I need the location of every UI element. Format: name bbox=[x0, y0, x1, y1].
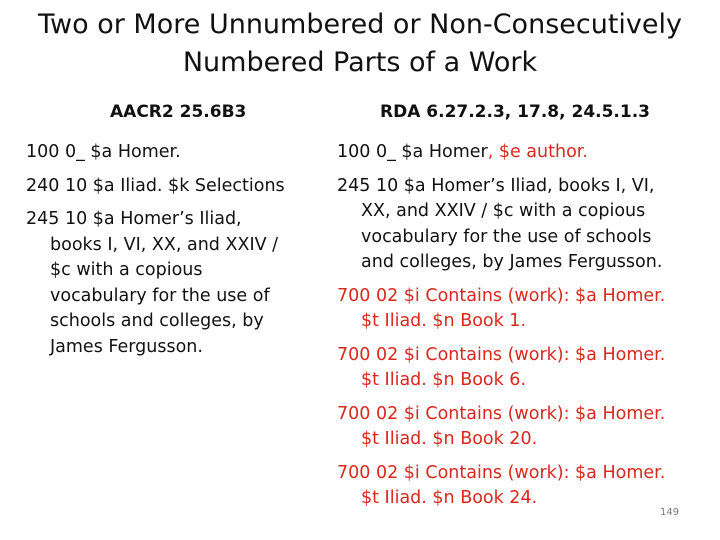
rda-field-700 bbox=[337, 284, 707, 335]
rda-field-700 bbox=[337, 402, 707, 453]
field-line: 240 10 $a Iliad. $k Selections bbox=[26, 175, 285, 196]
rda-heading: RDA 6.27.2.3, 17.8, 24.5.1.3 bbox=[380, 102, 651, 122]
rda-field-245 bbox=[337, 174, 707, 276]
field-line: 245 10 $a Homer’s Iliad, books I, VI, bbox=[337, 175, 655, 196]
field-line: 700 02 $i Contains (work): $a Homer. bbox=[337, 462, 666, 483]
aacr2-field-245 bbox=[26, 207, 326, 360]
field-line: 700 02 $i Contains (work): $a Homer. bbox=[337, 285, 666, 306]
field-line: XX, and XXIV / $c with a copious bbox=[361, 201, 646, 221]
field-line: 245 10 $a Homer’s Iliad, bbox=[26, 209, 242, 229]
field-line: $t Iliad. $n Book 6. bbox=[361, 370, 527, 390]
aacr2-record bbox=[26, 140, 326, 368]
title-line-1: Two or More Unnumbered or Non-Consecutively bbox=[38, 9, 682, 40]
field-line: $t Iliad. $n Book 24. bbox=[361, 488, 538, 508]
field-text: 100 0_ $a Homer bbox=[337, 142, 488, 162]
field-line: $t Iliad. $n Book 20. bbox=[361, 429, 538, 449]
field-line: $t Iliad. $n Book 1. bbox=[361, 311, 527, 331]
field-line: 100 0_ $a Homer. bbox=[26, 142, 181, 162]
relator-term: , $e author. bbox=[487, 142, 588, 162]
aacr2-field-100 bbox=[26, 140, 326, 166]
field-line: $c with a copious bbox=[50, 260, 203, 280]
page-number: 149 bbox=[660, 507, 680, 518]
field-line: 700 02 $i Contains (work): $a Homer. bbox=[337, 344, 666, 365]
aacr2-field-240 bbox=[26, 174, 326, 200]
rda-field-700 bbox=[337, 461, 707, 512]
field-line: vocabulary for the use of schools bbox=[361, 226, 652, 247]
field-line: vocabulary for the use of bbox=[50, 285, 270, 306]
field-line: 700 02 $i Contains (work): $a Homer. bbox=[337, 403, 666, 424]
field-line: and colleges, by James Fergusson. bbox=[361, 252, 663, 272]
rda-field-100 bbox=[337, 140, 707, 166]
field-line: schools and colleges, by bbox=[50, 311, 264, 331]
aacr2-heading: AACR2 25.6B3 bbox=[110, 102, 247, 122]
rda-record bbox=[337, 140, 707, 520]
field-line: James Fergusson. bbox=[50, 336, 203, 357]
rda-field-700 bbox=[337, 343, 707, 394]
field-line: books I, VI, XX, and XXIV / bbox=[50, 234, 279, 255]
slide-title bbox=[20, 6, 700, 82]
title-line-2: Numbered Parts of a Work bbox=[182, 47, 538, 78]
